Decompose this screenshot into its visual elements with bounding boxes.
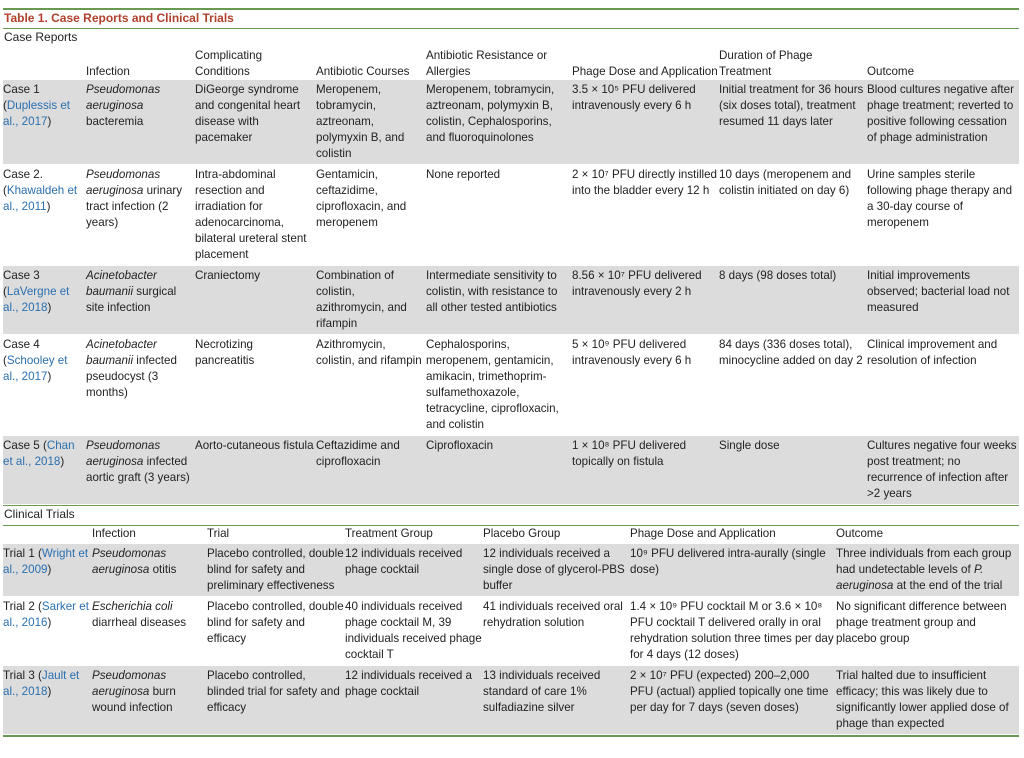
case-cell [3, 80, 86, 165]
clinical-trials-table [3, 526, 1019, 735]
design-cell: Placebo controlled, blinded trial for safety and efficacy [207, 666, 345, 735]
table-row [3, 266, 1019, 335]
organism-name: Pseudomonas aeruginosa [86, 83, 161, 112]
infection-detail: burn wound infection [92, 685, 176, 714]
row-label: Trial 1 [3, 547, 35, 560]
outcome-cell [836, 666, 1019, 735]
citation-close: ) [47, 301, 52, 314]
case-cell [3, 165, 86, 266]
outcome-organism: P. aeruginosa [836, 563, 984, 592]
citation-link[interactable]: LaVergne et al., 2018 [3, 285, 70, 314]
case-cell [3, 266, 86, 335]
organism-name: Pseudomonas aeruginosa [86, 168, 161, 197]
citation-link[interactable]: Chan et al., 2018 [3, 439, 75, 468]
infection-detail: infected aortic graft (3 years) [86, 455, 190, 484]
outcome-text: No significant difference between phage treatment group and placebo group [836, 600, 1007, 645]
infection-detail: bacteremia [86, 115, 144, 128]
courses-cell: Meropenem, tobramycin, aztreonam, polymyxin B, and colistin [316, 80, 426, 165]
case-cell [3, 436, 86, 505]
complicating-cell: Intra-abdominal resection and irradiation for adenocarcinoma, bilateral ureteral stent placement [195, 165, 316, 266]
placebo-cell: 12 individuals received a single dose of glycerol-PBS buffer [483, 544, 630, 597]
dose-cell: 8.56 × 10⁷ PFU delivered intravenously every 2 h [572, 266, 719, 335]
duration-cell: 10 days (meropenem and colistin initiated on day 6) [719, 165, 867, 266]
case-cell [3, 335, 86, 436]
citation-open: ( [3, 184, 7, 197]
treatment-cell: 12 individuals received phage cocktail [345, 544, 483, 597]
clinical-trials-body [3, 544, 1019, 735]
citation-link[interactable]: Khawaldeh et al., 2011 [3, 184, 78, 213]
column-header: Outcome [836, 527, 884, 540]
treatment-cell: 40 individuals received phage cocktail M, 39 individuals received phage cocktail T [345, 597, 483, 666]
outcome-cell [836, 597, 1019, 666]
citation-link[interactable]: Schooley et al., 2017 [3, 354, 68, 383]
treatment-cell: 12 individuals received a phage cocktail [345, 666, 483, 735]
organism-name: Acinetobacter baumanii [86, 338, 157, 367]
citation-open: ( [3, 354, 7, 367]
case-reports-body [3, 80, 1019, 505]
table-row [3, 544, 1019, 597]
column-header [3, 48, 86, 80]
duration-cell: Single dose [719, 436, 867, 505]
dose-cell: 1.4 × 10⁹ PFU cocktail M or 3.6 × 10⁸ PFU cocktail T delivered orally in oral rehydration solution three times per day for 4 days (12 doses) [630, 597, 836, 666]
column-header: Infection [86, 65, 130, 78]
citation-close: ) [47, 115, 52, 128]
organism-name: Pseudomonas aeruginosa [92, 669, 167, 698]
row-label: Case 3 [3, 269, 40, 282]
outcome-cell: Urine samples sterile following phage therapy and a 30-day course of meropenem [867, 165, 1019, 266]
citation-link[interactable]: Wright et al., 2009 [3, 547, 89, 576]
infection-cell [86, 165, 195, 266]
column-header: Trial [207, 527, 230, 540]
citation-link[interactable]: Duplessis et al., 2017 [3, 99, 71, 128]
table-row [3, 335, 1019, 436]
outcome-cell: Cultures negative four weeks post treatment; no recurrence of infection after >2 years [867, 436, 1019, 505]
dose-cell: 2 × 10⁷ PFU directly instilled into the bladder every 12 h [572, 165, 719, 266]
row-label: Case 2. [3, 168, 43, 181]
citation-close: ) [47, 563, 52, 576]
duration-cell: 84 days (336 doses total), minocycline added on day 2 [719, 335, 867, 436]
citation-close: ) [47, 616, 52, 629]
row-label: Trial 2 [3, 600, 35, 613]
infection-detail: otitis [152, 563, 177, 576]
trial-cell [3, 597, 92, 666]
table-row [3, 80, 1019, 165]
table-caption: Table 1. Case Reports and Clinical Trials [4, 11, 234, 25]
trial-cell [3, 666, 92, 735]
dose-cell: 5 × 10⁹ PFU delivered intravenously every 6 h [572, 335, 719, 436]
duration-cell: 8 days (98 doses total) [719, 266, 867, 335]
infection-cell [92, 666, 207, 735]
table-row [3, 165, 1019, 266]
citation-close: ) [47, 370, 52, 383]
dose-cell: 2 × 10⁷ PFU (expected) 200–2,000 PFU (actual) applied topically one time per day for 7 days (seven doses) [630, 666, 836, 735]
infection-cell [86, 436, 195, 505]
design-cell: Placebo controlled, double blind for safety and efficacy [207, 597, 345, 666]
complicating-cell: DiGeorge syndrome and congenital heart disease with pacemaker [195, 80, 316, 165]
outcome-text: Trial halted due to insufficient efficacy; this was likely due to significantly lower applied dose of phage than expected [836, 669, 1009, 730]
citation-open: ( [38, 547, 42, 560]
resistance-cell: Ciprofloxacin [426, 436, 572, 505]
clinical-trials-header-row [3, 526, 1019, 544]
resistance-cell: None reported [426, 165, 572, 266]
complicating-cell: Craniectomy [195, 266, 316, 335]
case-reports-table [3, 48, 1019, 505]
row-label: Case 1 [3, 83, 40, 96]
courses-cell: Azithromycin, colistin, and rifampin [316, 335, 426, 436]
infection-detail: surgical site infection [86, 285, 177, 314]
infection-cell [86, 335, 195, 436]
row-label: Case 5 [3, 439, 40, 452]
infection-detail: urinary tract infection (2 years) [86, 184, 183, 229]
organism-name: Acinetobacter baumanii [86, 269, 157, 298]
citation-link[interactable]: Jault et al., 2018 [3, 669, 80, 698]
citation-link[interactable]: Sarker et al., 2016 [3, 600, 89, 629]
dose-cell: 3.5 × 10⁵ PFU delivered intravenously every 6 h [572, 80, 719, 165]
infection-cell [86, 80, 195, 165]
outcome-cell [836, 544, 1019, 597]
trial-cell [3, 544, 92, 597]
citation-close: ) [60, 455, 65, 468]
table-row [3, 597, 1019, 666]
citation-open: ( [3, 285, 7, 298]
resistance-cell: Meropenem, tobramycin, aztreonam, polymyxin B, colistin, Cephalosporins, and fluoroquinolones [426, 80, 572, 165]
citation-open: ( [3, 99, 7, 112]
column-header: Complicating Conditions [195, 49, 263, 78]
column-header: Antibiotic Courses [316, 65, 410, 78]
complicating-cell: Aorto-cutaneous fistula [195, 436, 316, 505]
placebo-cell: 13 individuals received standard of care 1% sulfadiazine silver [483, 666, 630, 735]
duration-cell: Initial treatment for 36 hours (six doses total), treatment resumed 11 days later [719, 80, 867, 165]
column-header: Treatment Group [345, 527, 433, 540]
column-header: Phage Dose and Application [572, 65, 718, 78]
case-reports-header-row [3, 48, 1019, 80]
case-reports-title: Case Reports [4, 30, 78, 44]
table-row [3, 666, 1019, 735]
design-cell: Placebo controlled, double blind for safety and preliminary effectiveness [207, 544, 345, 597]
citation-close: ) [47, 685, 52, 698]
courses-cell: Ceftazidime and ciprofloxacin [316, 436, 426, 505]
row-label: Case 4 [3, 338, 40, 351]
table-page [3, 8, 1019, 737]
resistance-cell: Intermediate sensitivity to colistin, with resistance to all other tested antibiotics [426, 266, 572, 335]
infection-cell [92, 544, 207, 597]
dose-cell: 10⁹ PFU delivered intra-aurally (single dose) [630, 544, 836, 597]
column-header [3, 526, 92, 544]
table-row [3, 436, 1019, 505]
column-header: Duration of Phage Treatment [719, 49, 813, 78]
row-label: Trial 3 [3, 669, 35, 682]
complicating-cell: Necrotizing pancreatitis [195, 335, 316, 436]
resistance-cell: Cephalosporins, meropenem, gentamicin, amikacin, trimethoprim-sulfamethoxazole, tetracycline, ciprofloxacin, and colistin [426, 335, 572, 436]
column-header: Outcome [867, 65, 915, 78]
infection-detail: infected pseudocyst (3 months) [86, 354, 177, 399]
infection-detail: diarrheal diseases [92, 616, 187, 629]
organism-name: Pseudomonas aeruginosa [86, 439, 161, 468]
outcome-cell: Initial improvements observed; bacterial load not measured [867, 266, 1019, 335]
citation-open: ( [42, 439, 47, 452]
citation-open: ( [38, 669, 42, 682]
column-header: Antibiotic Resistance or Allergies [426, 49, 548, 78]
organism-name: Pseudomonas aeruginosa [92, 547, 167, 576]
outcome-text: Three individuals from each group had undetectable levels of [836, 547, 1012, 576]
citation-open: ( [38, 600, 42, 613]
infection-cell [86, 266, 195, 335]
bottom-rule [3, 735, 1019, 737]
courses-cell: Combination of colistin, azithromycin, and rifampin [316, 266, 426, 335]
column-header: Placebo Group [483, 527, 561, 540]
infection-cell [92, 597, 207, 666]
outcome-cell: Clinical improvement and resolution of infection [867, 335, 1019, 436]
dose-cell: 1 × 10⁸ PFU delivered topically on fistula [572, 436, 719, 505]
organism-name: Escherichia coli [92, 600, 173, 613]
column-header: Phage Dose and Application [630, 527, 776, 540]
outcome-text-end: at the end of the trial [893, 579, 1003, 592]
clinical-trials-title: Clinical Trials [4, 507, 75, 521]
placebo-cell: 41 individuals received oral rehydration solution [483, 597, 630, 666]
column-header: Infection [92, 527, 136, 540]
courses-cell: Gentamicin, ceftazidime, ciprofloxacin, and meropenem [316, 165, 426, 266]
citation-close: ) [46, 200, 51, 213]
outcome-cell: Blood cultures negative after phage treatment; reverted to positive following cessation of phage administration [867, 80, 1019, 165]
